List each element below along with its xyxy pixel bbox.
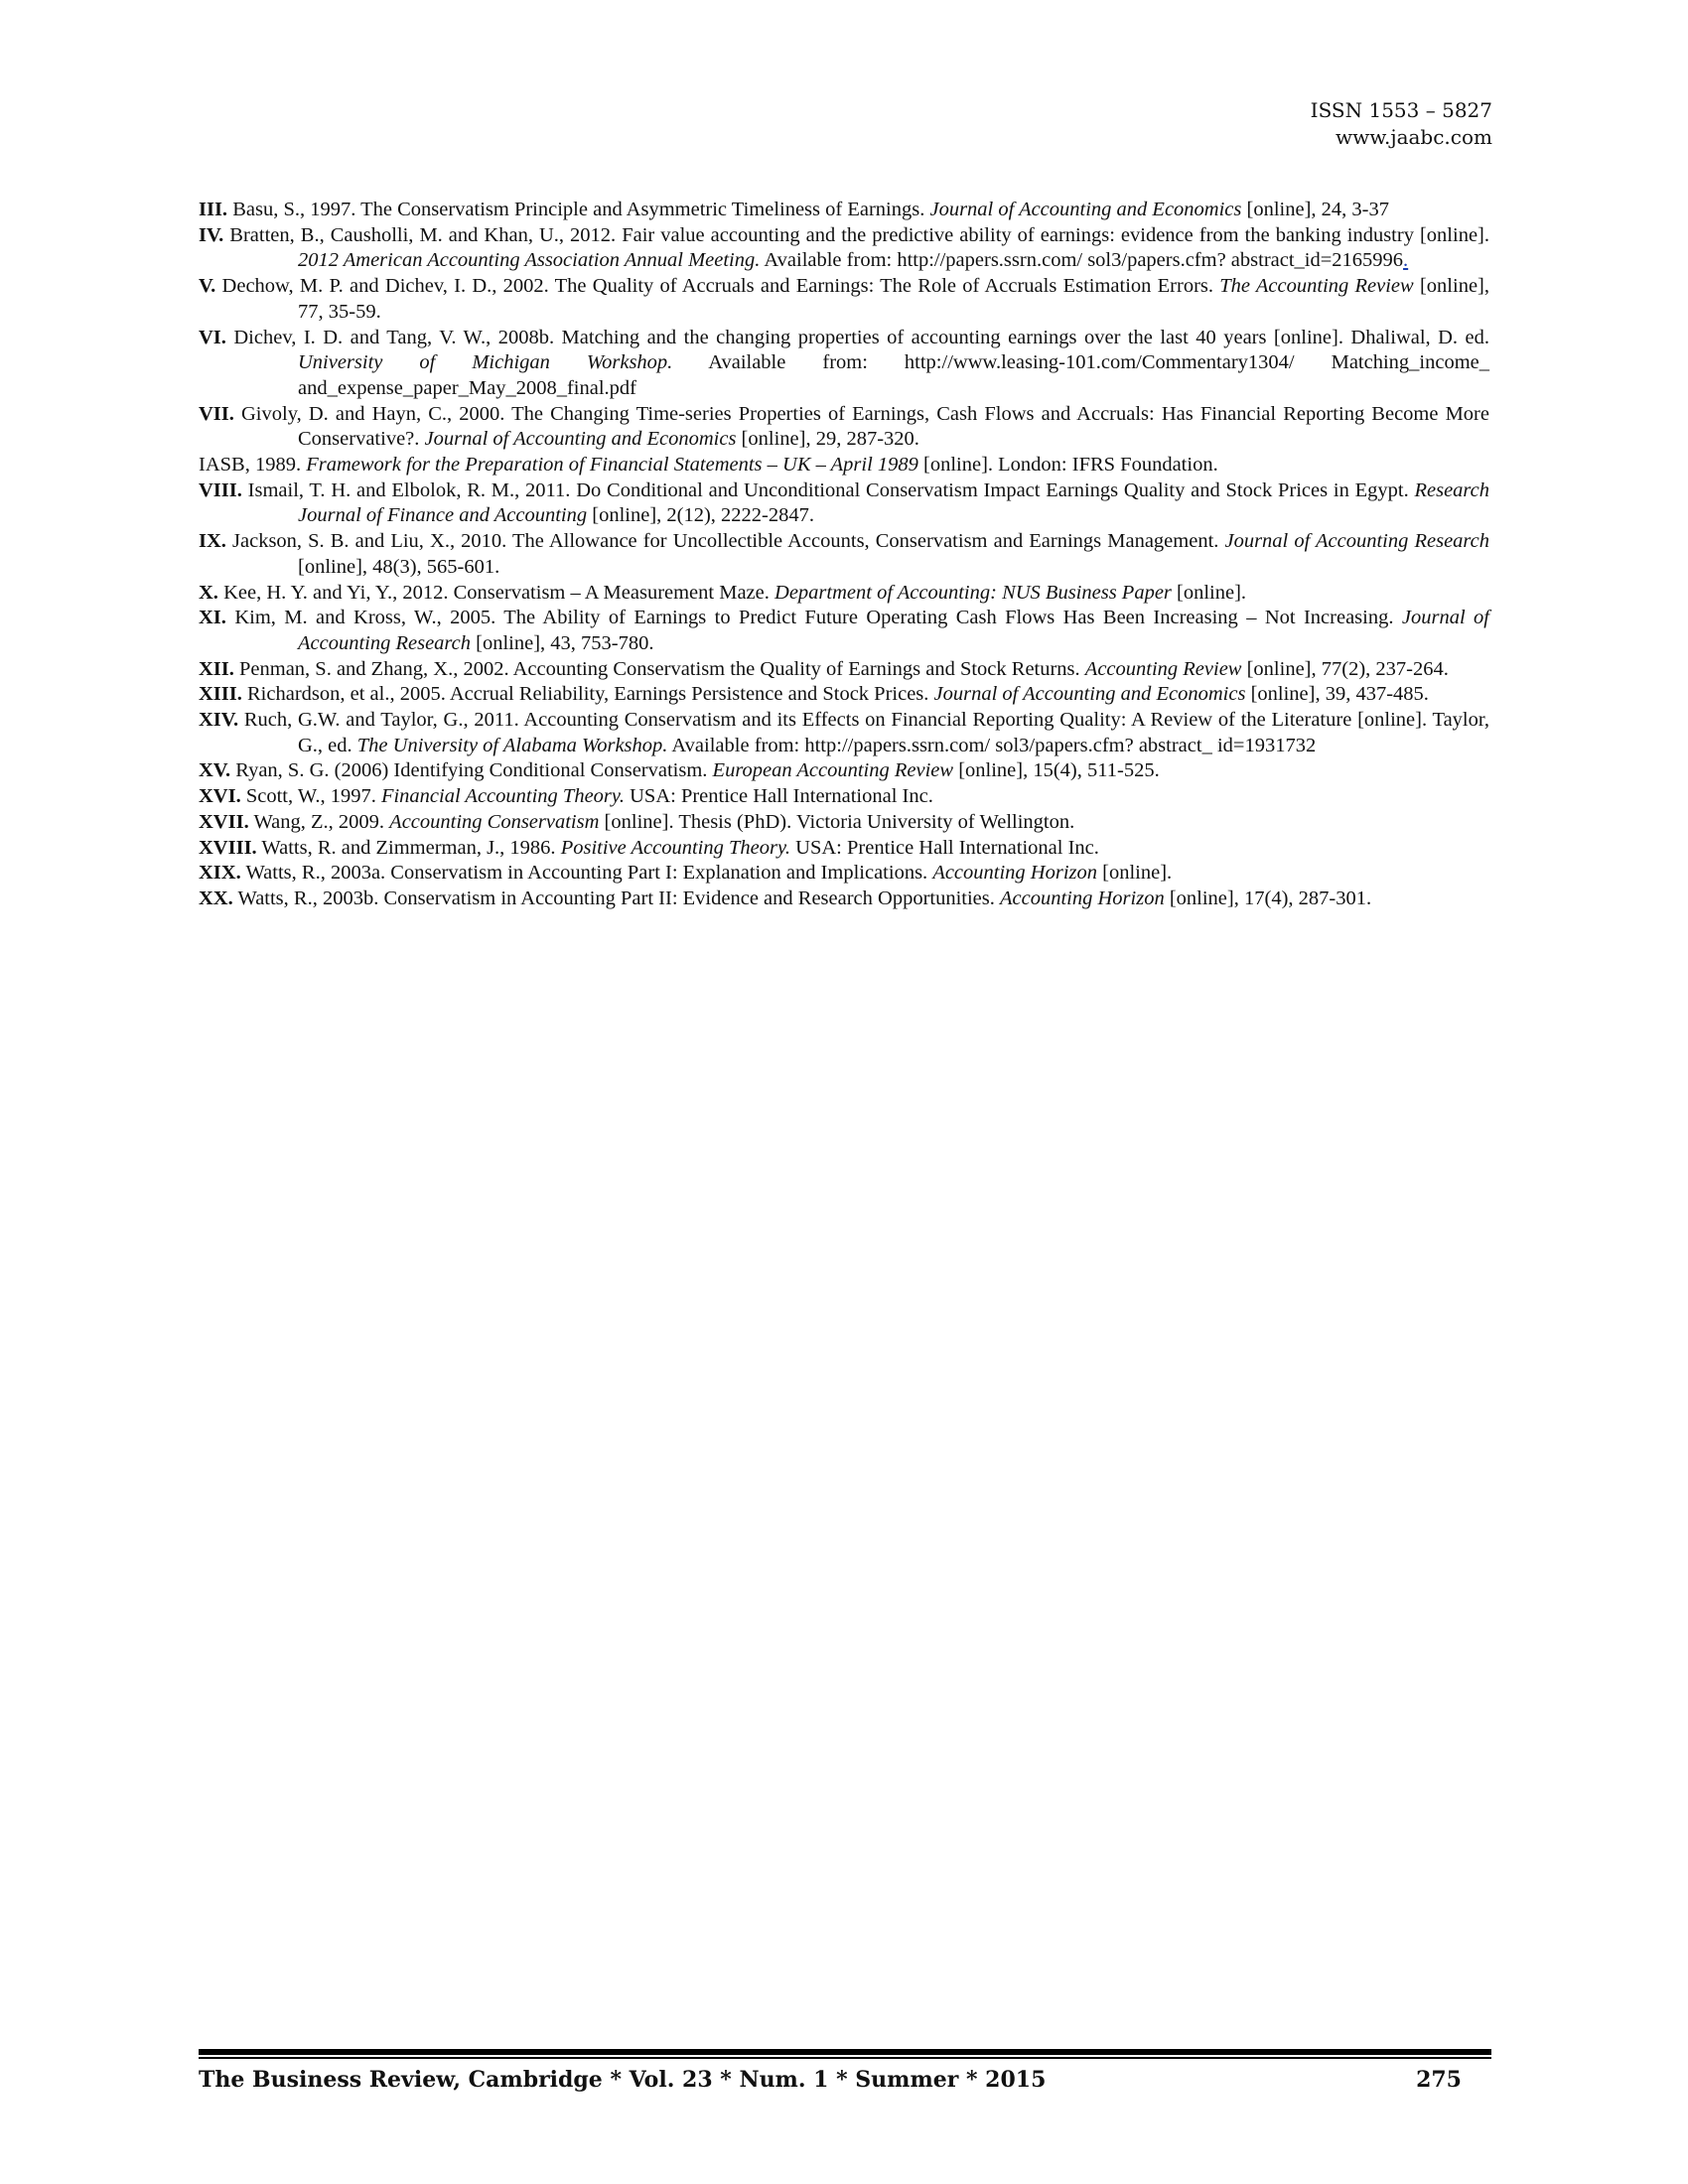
reference-item — [199, 274, 1489, 325]
reference-text: Ruch, G.W. and Taylor, G., 2011. Accounting Conservatism and its Effects on Financial Reporting Quality: A Review of the Literature [online]. Taylor, G., ed. — [238, 709, 1489, 756]
reference-details: [online], 77(2), 237-264. — [1241, 657, 1449, 680]
reference-source: Framework for the Preparation of Financial Statements – UK – April 1989 — [306, 454, 918, 477]
journal-citation: The Business Review, Cambridge * Vol. 23 * Num. 1 * Summer * 2015 — [199, 2067, 1047, 2093]
reference-item — [199, 453, 1489, 478]
reference-text: IASB, 1989. — [199, 454, 307, 477]
reference-text: Ryan, S. G. (2006) Identifying Conditional Conservatism. — [230, 759, 713, 782]
reference-link[interactable]: . — [1403, 249, 1409, 272]
reference-number: XIV. — [199, 709, 239, 732]
reference-item — [199, 223, 1489, 274]
reference-source: Financial Accounting Theory. — [380, 785, 625, 808]
reference-details: [online]. Thesis (PhD). Victoria University of Wellington. — [599, 810, 1075, 833]
reference-text: Penman, S. and Zhang, X., 2002. Accounting Conservatism the Quality of Earnings and Stock Returns. — [233, 657, 1085, 680]
reference-source: University of Michigan Workshop. — [298, 351, 673, 374]
reference-details: [online], 77, 35-59. — [298, 275, 1489, 323]
reference-text: Bratten, B., Causholli, M. and Khan, U., 2012. Fair value accounting and the predictive ability of earnings: evidence from the banking industry [online]. — [223, 223, 1489, 246]
reference-item — [199, 861, 1489, 887]
issn: ISSN 1553 – 5827 — [1310, 98, 1492, 122]
reference-item — [199, 758, 1489, 784]
reference-source: Journal of Accounting Research — [298, 607, 1490, 654]
page-header — [1311, 97, 1492, 151]
reference-number: XI. — [199, 607, 226, 629]
reference-details: [online], 2(12), 2222-2847. — [587, 504, 814, 527]
reference-number: XX. — [199, 887, 233, 909]
reference-source: Research Journal of Finance and Accounting — [298, 478, 1489, 527]
reference-item — [199, 836, 1489, 862]
reference-text: Givoly, D. and Hayn, C., 2000. The Changing Time-series Properties of Earnings, Cash Flows and Accruals: Has Financial Reporting Become More Conservative?. — [233, 402, 1489, 451]
reference-text: Basu, S., 1997. The Conservatism Principle and Asymmetric Timeliness of Earnings. — [227, 199, 930, 220]
reference-number: XVIII. — [199, 836, 257, 859]
reference-number: V. — [199, 275, 216, 298]
reference-text: Ismail, T. H. and Elbolok, R. M., 2011. Do Conditional and Unconditional Conservatism Impact Earnings Quality and Stock Prices in Egypt. — [241, 478, 1415, 501]
reference-list — [199, 198, 1489, 912]
page-footer — [199, 2067, 1462, 2093]
reference-source: Accounting Review — [1084, 657, 1242, 680]
reference-source: The University of Alabama Workshop. — [356, 734, 668, 756]
reference-details: [online], 48(3), 565-601. — [298, 555, 500, 578]
reference-details: [online]. — [1097, 862, 1173, 885]
reference-item — [199, 402, 1489, 453]
reference-text: Watts, R. and Zimmerman, J., 1986. — [256, 836, 561, 859]
reference-number: VII. — [199, 402, 234, 425]
reference-number: XII. — [199, 657, 234, 680]
reference-source: Journal of Accounting and Economics — [929, 199, 1242, 220]
reference-source: Journal of Accounting Research — [1224, 530, 1489, 553]
reference-details: [online], 29, 287-320. — [736, 428, 919, 451]
reference-item — [199, 810, 1489, 836]
reference-details: Available from: http://papers.ssrn.com/ sol3/papers.cfm? abstract_id=2165996 — [760, 249, 1404, 272]
reference-number: VI. — [199, 326, 226, 348]
reference-text: Watts, R., 2003a. Conservatism in Accounting Part I: Explanation and Implications. — [240, 862, 933, 885]
reference-item — [199, 682, 1489, 708]
reference-source: Department of Accounting: NUS Business Paper — [774, 581, 1172, 604]
website: www.jaabc.com — [1336, 125, 1492, 149]
reference-number: XV. — [199, 759, 231, 782]
reference-number: XVI. — [199, 785, 241, 808]
reference-text: Richardson, et al., 2005. Accrual Reliability, Earnings Persistence and Stock Prices. — [241, 683, 934, 706]
footer-rule-thick — [199, 2049, 1491, 2055]
reference-text: Dechow, M. P. and Dichev, I. D., 2002. The Quality of Accruals and Earnings: The Role of Accruals Estimation Errors. — [215, 275, 1220, 298]
reference-text: Kim, M. and Kross, W., 2005. The Ability of Earnings to Predict Future Operating Cash Flows Has Been Increasing – Not Increasing. — [225, 607, 1402, 629]
reference-source: 2012 American Accounting Association Annual Meeting. — [298, 249, 761, 272]
reference-source: European Accounting Review — [712, 759, 954, 782]
reference-details: USA: Prentice Hall International Inc. — [790, 836, 1099, 859]
reference-number: IV. — [199, 223, 224, 246]
reference-number: XIII. — [199, 683, 242, 706]
reference-item — [199, 529, 1489, 580]
reference-details: [online]. — [1171, 581, 1247, 604]
reference-source: Positive Accounting Theory. — [560, 836, 791, 859]
reference-details: [online], 17(4), 287-301. — [1164, 887, 1372, 909]
reference-item — [199, 478, 1489, 529]
reference-details: [online], 15(4), 511-525. — [953, 759, 1160, 782]
reference-details: [online], 24, 3-37 — [1241, 199, 1389, 220]
reference-details: [online], 43, 753-780. — [471, 631, 654, 654]
reference-source: Accounting Horizon — [932, 862, 1098, 885]
reference-item — [199, 198, 1489, 223]
reference-item — [199, 606, 1489, 656]
reference-source: Journal of Accounting and Economics — [424, 428, 737, 451]
reference-source: Accounting Conservatism — [389, 810, 600, 833]
reference-text: Jackson, S. B. and Liu, X., 2010. The Allowance for Uncollectible Accounts, Conservatism and Earnings Management. — [225, 530, 1225, 553]
reference-details: Available from: http://papers.ssrn.com/ sol3/papers.cfm? abstract_ id=1931732 — [667, 734, 1317, 756]
reference-text: Scott, W., 1997. — [240, 785, 381, 808]
reference-item — [199, 326, 1489, 402]
reference-item — [199, 581, 1489, 607]
reference-source: The Accounting Review — [1219, 275, 1414, 298]
reference-text: Watts, R., 2003b. Conservatism in Accounting Part II: Evidence and Research Opportunities. — [232, 887, 1001, 909]
reference-text: Wang, Z., 2009. — [248, 810, 390, 833]
reference-source: Journal of Accounting and Economics — [933, 683, 1246, 706]
reference-number: XVII. — [199, 810, 249, 833]
page-number: 275 — [1416, 2067, 1462, 2093]
reference-number: XIX. — [199, 862, 241, 885]
reference-text: Kee, H. Y. and Yi, Y., 2012. Conservatism – A Measurement Maze. — [217, 581, 775, 604]
footer-rule-thin — [199, 2057, 1491, 2059]
reference-details: [online]. London: IFRS Foundation. — [917, 454, 1218, 477]
reference-details: USA: Prentice Hall International Inc. — [625, 785, 933, 808]
reference-item — [199, 887, 1489, 912]
reference-number: X. — [199, 581, 218, 604]
reference-details: [online], 39, 437-485. — [1245, 683, 1429, 706]
reference-details: Available from: http://www.leasing-101.com/Commentary1304/ Matching_income_ and_expense_paper_May_2008_final.pdf — [298, 351, 1489, 399]
reference-source: Accounting Horizon — [1000, 887, 1165, 909]
reference-text: Dichev, I. D. and Tang, V. W., 2008b. Matching and the changing properties of accounting earnings over the last 40 years [online]. Dhaliwal, D. ed. — [225, 326, 1489, 348]
reference-item — [199, 657, 1489, 683]
reference-item — [199, 784, 1489, 810]
reference-number: III. — [199, 199, 228, 220]
reference-item — [199, 708, 1489, 758]
reference-number: VIII. — [199, 478, 242, 501]
reference-number: IX. — [199, 530, 226, 553]
